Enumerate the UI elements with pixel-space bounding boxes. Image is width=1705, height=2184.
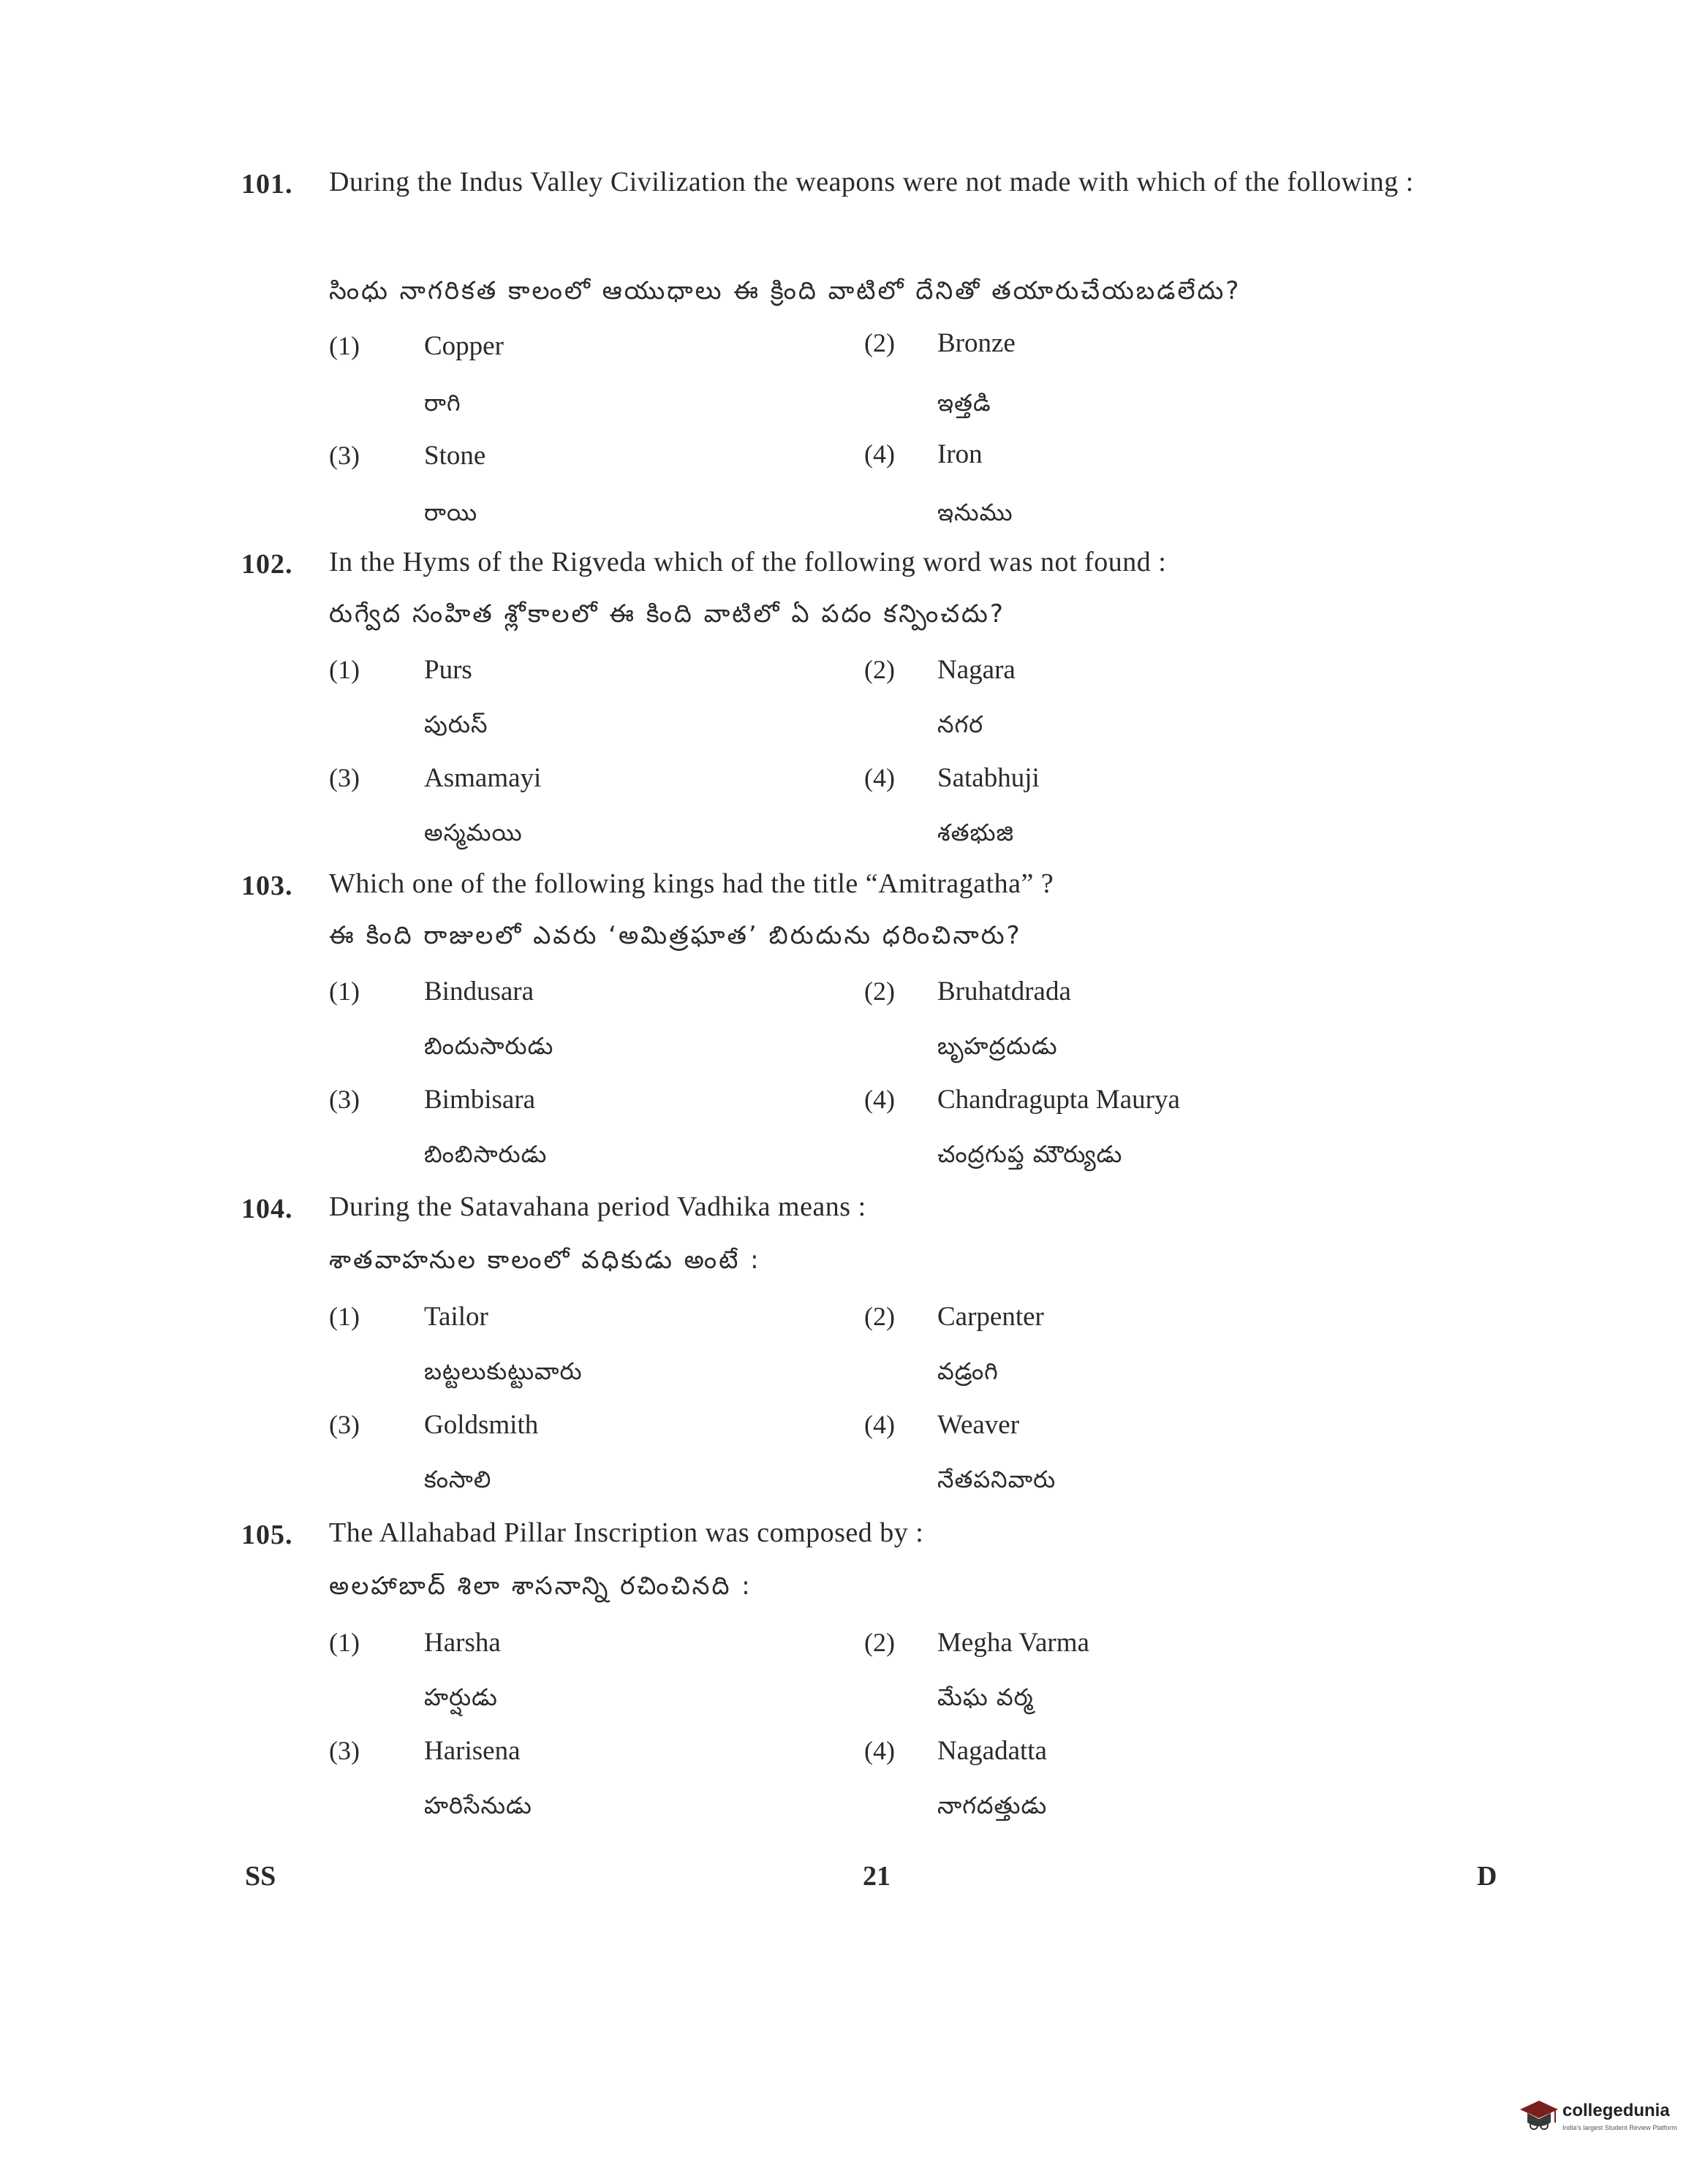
question-text-en: The Allahabad Pillar Inscription was composed by :: [329, 1517, 924, 1548]
option-number: (1): [329, 331, 360, 360]
question-number: 105.: [241, 1520, 293, 1550]
question-number: 102.: [241, 549, 293, 580]
question-text-en: Which one of the following kings had the title “Amitragatha” ?: [329, 868, 1054, 899]
option-number: (4): [864, 1736, 895, 1765]
option-text-en: Chandragupta Maurya: [937, 1085, 1180, 1115]
option-number: (2): [864, 977, 895, 1006]
question-text-te: ఈ కింది రాజులలో ఎవరు ‘అమిత్రఘాత’ బిరుదును ధరించినారు?: [329, 921, 1022, 950]
option-text-en: Goldsmith: [424, 1410, 539, 1440]
option-text-te: బృహద్రదుడు: [937, 1032, 1058, 1060]
option-number: (1): [329, 1302, 360, 1331]
question-number: 103.: [241, 871, 293, 901]
page-number: 21: [863, 1861, 891, 1892]
question-text-te: రుగ్వేద సంహిత శ్లోకాలలో ఈ కింది వాటిలో ఏ పదం కన్పించదు?: [329, 599, 1005, 629]
option-text-en: Bimbisara: [424, 1085, 536, 1115]
option-text-en: Weaver: [937, 1410, 1020, 1440]
option-text-te: అస్మమయి: [424, 819, 523, 846]
option-text-en: Carpenter: [937, 1302, 1044, 1332]
option-number: (4): [864, 1085, 895, 1114]
option-text-te: రాయి: [424, 498, 478, 526]
option-text-te: హర్షుడు: [424, 1683, 498, 1711]
option-text-te: బింబిసారుడు: [424, 1140, 548, 1168]
option-text-te: రాగి: [424, 389, 461, 417]
option-number: (2): [864, 328, 895, 357]
question-number: 104.: [241, 1194, 293, 1224]
graduation-cap-icon: [1517, 2098, 1560, 2139]
option-text-en: Tailor: [424, 1302, 488, 1332]
footer-series-code: SS: [245, 1861, 276, 1892]
question-text-en: During the Indus Valley Civilization the weapons were not made with which of the following :: [329, 167, 1414, 197]
question-text-te: అలహాబాద్ శిలా శాసనాన్ని రచించినది :: [329, 1571, 752, 1601]
option-text-te: నేతపనివారు: [937, 1466, 1056, 1493]
option-number: (2): [864, 1302, 895, 1331]
question-text-te: శాతవాహనుల కాలంలో వధికుడు అంటే :: [329, 1245, 761, 1275]
option-number: (1): [329, 1628, 360, 1657]
question-text-en: During the Satavahana period Vadhika means :: [329, 1191, 866, 1222]
option-text-en: Harsha: [424, 1628, 501, 1658]
option-text-en: Harisena: [424, 1736, 521, 1766]
option-text-en: Nagara: [937, 655, 1016, 685]
option-number: (3): [329, 1410, 360, 1439]
option-text-te: వడ్రంగి: [937, 1357, 999, 1385]
logo-wordmark: collegedunia: [1562, 2101, 1670, 2120]
option-text-en: Nagadatta: [937, 1736, 1047, 1766]
option-text-te: ఇత్తడి: [937, 389, 991, 417]
option-text-te: బిందుసారుడు: [424, 1032, 554, 1060]
option-text-te: చంద్రగుప్త మౌర్యుడు: [937, 1140, 1123, 1168]
option-text-en: Bruhatdrada: [937, 977, 1071, 1006]
option-text-te: నగర: [937, 710, 984, 738]
option-text-en: Megha Varma: [937, 1628, 1089, 1658]
option-text-te: మేఘ వర్మ: [937, 1683, 1034, 1711]
option-text-en: Bindusara: [424, 977, 534, 1006]
option-text-en: Bronze: [937, 328, 1016, 358]
option-number: (4): [864, 763, 895, 792]
option-number: (4): [864, 1410, 895, 1439]
option-text-en: Copper: [424, 331, 504, 361]
option-number: (3): [329, 1736, 360, 1765]
option-number: (1): [329, 655, 360, 684]
option-text-te: శతభుజి: [937, 819, 1014, 846]
question-text-te: సింధు నాగరికత కాలంలో ఆయుధాలు ఈ క్రింది వాటిలో దేనితో తయారుచేయబడలేదు?: [329, 276, 1241, 306]
option-number: (4): [864, 439, 895, 469]
question-number: 101.: [241, 169, 293, 200]
collegedunia-logo: [1517, 2096, 1696, 2140]
option-text-en: Iron: [937, 439, 983, 469]
option-text-te: బట్టలుకుట్టువారు: [424, 1357, 583, 1385]
option-number: (3): [329, 441, 360, 470]
logo-tagline: India's largest Student Review Platform: [1562, 2124, 1677, 2131]
option-text-en: Stone: [424, 441, 486, 471]
option-number: (3): [329, 763, 360, 792]
option-text-te: ఇనుము: [937, 498, 1013, 526]
option-text-te: కంసాలి: [424, 1466, 492, 1493]
option-text-te: హరిసేనుడు: [424, 1791, 532, 1819]
option-text-en: Purs: [424, 655, 472, 685]
option-number: (3): [329, 1085, 360, 1114]
option-number: (2): [864, 1628, 895, 1657]
option-text-en: Asmamayi: [424, 763, 542, 793]
footer-booklet-code: D: [1477, 1861, 1497, 1892]
option-number: (1): [329, 977, 360, 1006]
question-text-en: In the Hyms of the Rigveda which of the following word was not found :: [329, 547, 1167, 577]
option-text-te: నాగదత్తుడు: [937, 1791, 1048, 1819]
option-text-te: పురుస్: [424, 710, 488, 738]
option-text-en: Satabhuji: [937, 763, 1040, 793]
option-number: (2): [864, 655, 895, 684]
